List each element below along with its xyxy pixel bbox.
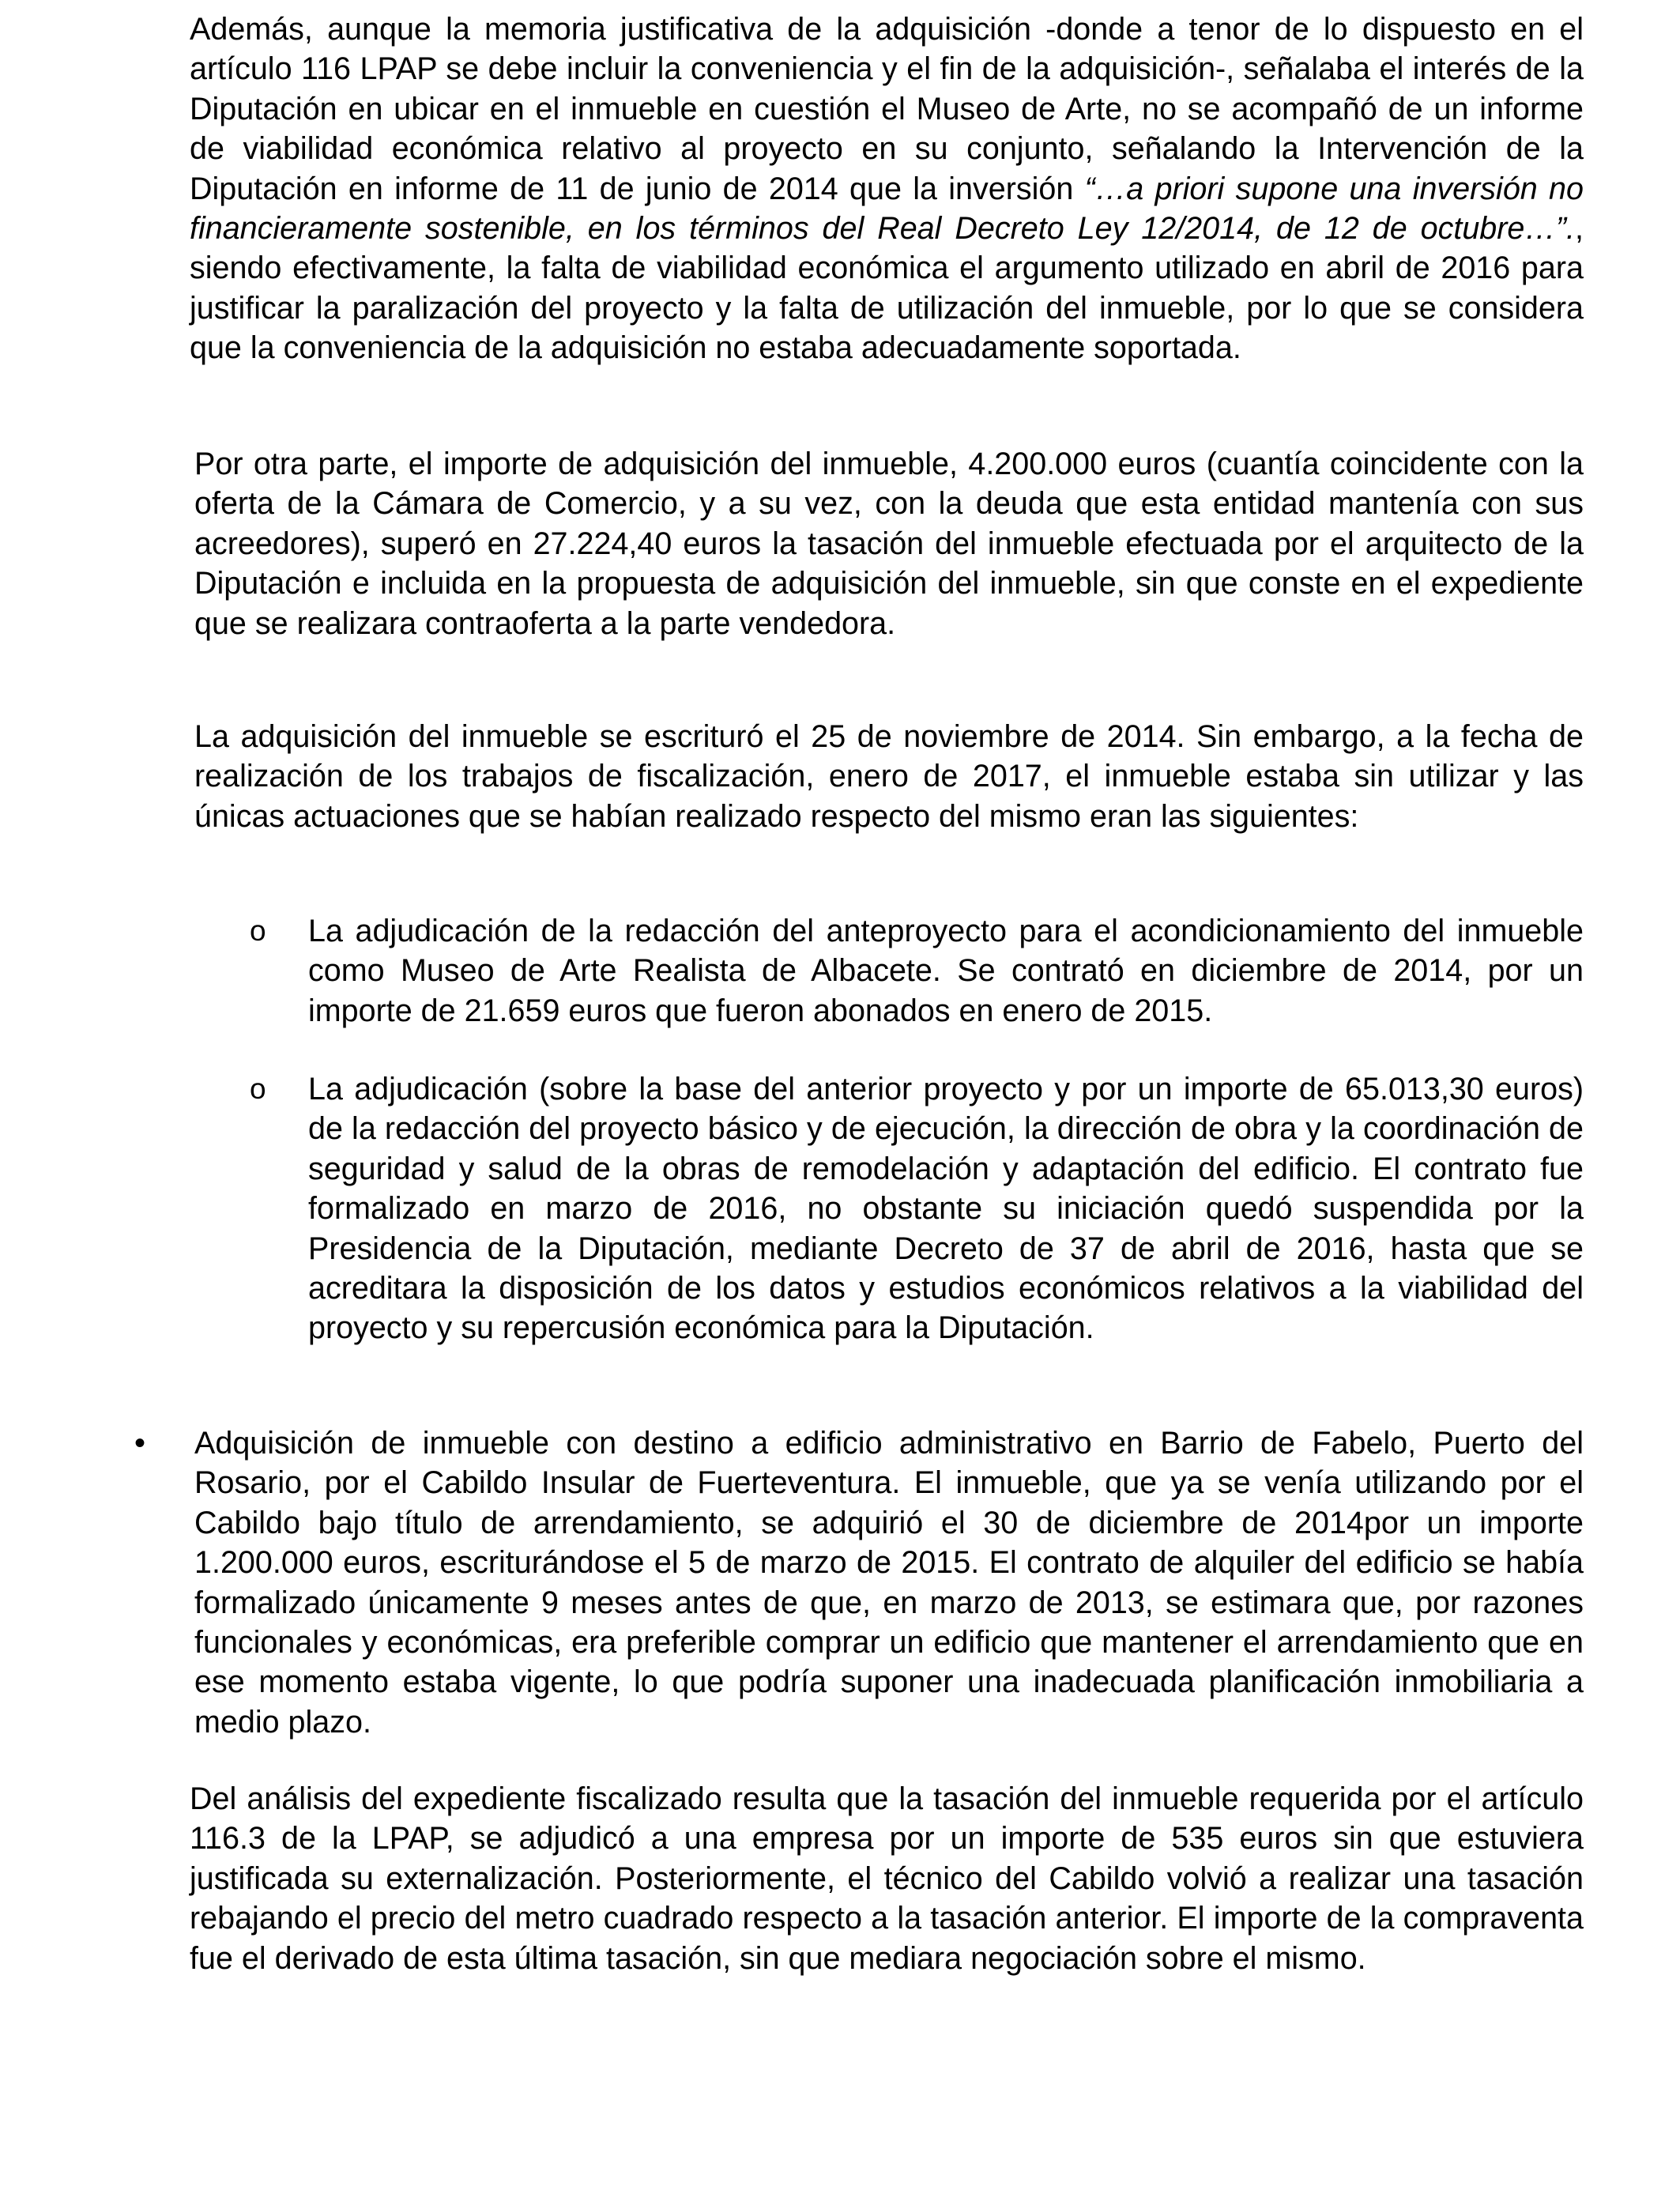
paragraph-escritura-inmueble: La adquisición del inmueble se escrituró el 25 de noviembre de 2014. Sin embargo, a la fecha de realización de los trabajos de fiscalización, enero de 2017, el inmueble estaba sin utilizar y las únicas actuaciones que se habían realizado respecto del mismo eran las siguientes:: [194, 719, 1584, 834]
paragraph-text: Además, aunque la memoria justificativa de la adquisición -donde a tenor de lo dispuesto en el artículo 116 LPAP se debe incluir la conveniencia y el fin de la adquisición-, señalaba el interés de la Diputación en ubicar en el inmueble en cuestión el Museo de Arte, no se acompañó de un informe de viabilidad económica relativo al proyecto en su conjunto, señalando la Intervención de la Diputación en informe de 11 de junio de 2014 que la inversión: [190, 12, 1584, 206]
paragraph-analisis-expediente: Del análisis del expediente fiscalizado resulta que la tasación del inmueble requerida por el artículo 116.3 de la LPAP, se adjudicó a una empresa por un importe de 535 euros sin que estuviera justificada su externalización. Posteriormente, el técnico del Cabildo volvió a realizar una tasación rebajando el precio del metro cuadrado respecto a la tasación anterior. El importe de la compraventa fue el derivado de esta última tasación, sin que mediara negociación sobre el mismo.: [190, 1781, 1584, 1976]
paragraph-text: , siendo efectivamente, la falta de viabilidad económica el argumento utilizado en abril de 2016 para justificar la paralización del proyecto y la falta de utilización del inmueble, por lo que se considera que la conveniencia de la adquisición no estaba adecuadamente soportada.: [190, 211, 1584, 366]
list-item-anteproyecto: La adjudicación de la redacción del anteproyecto para el acondicionamiento del inmueble como Museo de Arte Realista de Albacete. Se contrató en diciembre de 2014, por un importe de 21.659 euros que fueron abonados en enero de 2015.: [308, 914, 1584, 1028]
paragraph-importe-adquisicion: Por otra parte, el importe de adquisición del inmueble, 4.200.000 euros (cuantía coincidente con la oferta de la Cámara de Comercio, y a su vez, con la deuda que esta entidad mantenía con sus acreedores), superó en 27.224,40 euros la tasación del inmueble efectuada por el arquitecto de la Diputación e incluida en la propuesta de adquisición del inmueble, sin que conste en el expediente que se realizara contraoferta a la parte vendedora.: [194, 447, 1584, 641]
list-marker: o: [250, 914, 266, 947]
list-marker: o: [250, 1072, 266, 1105]
list-item-proyecto-basico: La adjudicación (sobre la base del anterior proyecto y por un importe de 65.013,30 euros) de la redacción del proyecto básico y de ejecución, la dirección de obra y la coordinación de seguridad y salud de la obras de remodelación y adaptación del edificio. El contrato fue formalizado en marzo de 2016, no obstante su iniciación quedó suspendida por la Presidencia de la Diputación, mediante Decreto de 37 de abril de 2016, hasta que se acreditara la disposición de los datos y estudios económicos relativos a la viabilidad del proyecto y su repercusión económica para la Diputación.: [308, 1072, 1584, 1346]
quoted-text: “…a priori supone una inversión no financieramente sostenible, en los términos del Real Decreto Ley 12/2014, de 12 de octubre…”.: [190, 171, 1584, 247]
bullet-item-fuerteventura: Adquisición de inmueble con destino a edificio administrativo en Barrio de Fabelo, Puerto del Rosario, por el Cabildo Insular de Fuerteventura. El inmueble, que ya se venía utilizando por el Cabildo bajo título de arrendamiento, se adquirió el 30 de diciembre de 2014por un importe 1.200.000 euros, escriturándose el 5 de marzo de 2015. El contrato de alquiler del edificio se había formalizado únicamente 9 meses antes de que, en marzo de 2013, se estimara que, por razones funcionales y económicas, era preferible comprar un edificio que mantener el arrendamiento que en ese momento estaba vigente, lo que podría suponer una inadecuada planificación inmobiliaria a medio plazo.: [194, 1426, 1584, 1740]
bullet-marker: •: [134, 1426, 146, 1461]
paragraph-memoria-justificativa: [190, 9, 1584, 368]
